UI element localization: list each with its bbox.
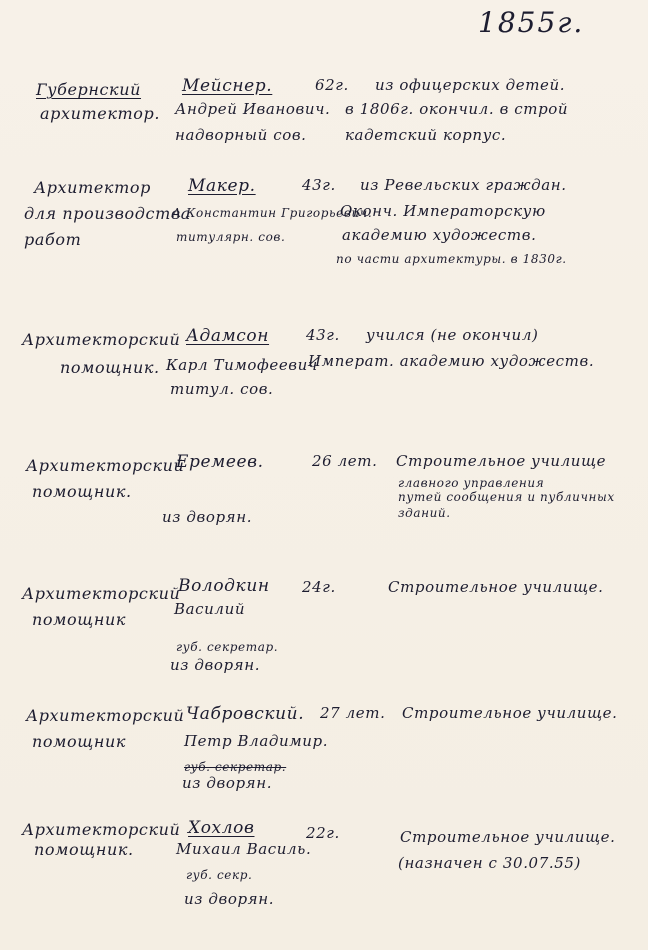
entry-7-age: 22г.: [306, 824, 340, 842]
entry-7-position-line-1: Архитекторский: [22, 820, 181, 839]
entry-4-position-line-1: Архитекторский: [26, 456, 185, 475]
entry-6-note-1: Строительное училище.: [402, 704, 618, 722]
entry-2-position-line-3: работ: [24, 230, 82, 249]
entry-4-surname: Еремеев.: [176, 452, 264, 472]
document-year: 1855г.: [478, 6, 585, 39]
entry-4-note-3: путей сообщения и публичных: [398, 490, 615, 504]
entry-1-given-name: Андрей Иванович.: [175, 100, 331, 118]
entry-5-surname: Володкин: [178, 576, 270, 596]
entry-2-note-2: Оконч. Императорскую: [340, 202, 546, 220]
entry-6-position-line-1: Архитекторский: [26, 706, 185, 725]
entry-5-origin: из дворян.: [170, 656, 261, 674]
entry-3-note-2: Императ. академию художеств.: [308, 352, 595, 370]
entry-1-surname: Мейснер.: [182, 76, 273, 96]
entry-6-origin: из дворян.: [182, 774, 273, 792]
entry-3-position-line-2: помощник.: [60, 358, 160, 377]
entry-2-note-4: по части архитектуры. в 1830г.: [336, 252, 567, 266]
entry-1-position-line-1: Губернский: [36, 80, 142, 99]
entry-3-age: 43г.: [306, 326, 340, 344]
entry-2-surname: Макер.: [188, 176, 256, 196]
entry-4-age: 26 лет.: [312, 452, 378, 470]
entry-7-origin: из дворян.: [184, 890, 275, 908]
entry-5-position-line-2: помощник: [32, 610, 127, 629]
entry-4-note-4: зданий.: [398, 506, 451, 520]
entry-6-surname: Чабровский.: [186, 704, 305, 724]
entry-3-position-line-1: Архитекторский: [22, 330, 181, 349]
entry-2-age: 43г.: [302, 176, 336, 194]
entry-2-position-line-2: для производства: [24, 204, 191, 223]
entry-7-surname: Хохлов: [188, 818, 255, 838]
entry-5-rank: губ. секретар.: [176, 640, 279, 654]
entry-1-position-line-2: архитектор.: [40, 104, 161, 123]
entry-7-given-name: Михаил Василь.: [176, 840, 312, 858]
entry-3-surname: Адамсон: [186, 326, 270, 346]
entry-5-given-name: Василий: [174, 600, 246, 618]
entry-2-rank: титулярн. сов.: [176, 230, 286, 244]
entry-4-note-2: главного управления: [398, 476, 545, 490]
entry-5-position-line-1: Архитекторский: [22, 584, 181, 603]
entry-1-note-2: в 1806г. окончил. в строй: [345, 100, 569, 118]
entry-6-rank-struck: губ. секретар.: [184, 760, 287, 774]
entry-1-age: 62г.: [315, 76, 349, 94]
entry-7-rank: губ. секр.: [186, 868, 253, 882]
entry-3-given-name: Карл Тимофеевич: [166, 356, 318, 374]
entry-1-rank: надворный сов.: [175, 126, 307, 144]
entry-2-note-1: из Ревельских граждан.: [360, 176, 567, 194]
entry-6-position-line-2: помощник: [32, 732, 127, 751]
entry-1-note-3: кадетский корпус.: [345, 126, 507, 144]
entry-6-given-name: Петр Владимир.: [184, 732, 329, 750]
entry-2-given-name: А Константин Григорьевич.: [172, 206, 373, 220]
entry-1-note-1: из офицерских детей.: [375, 76, 566, 94]
entry-5-note-1: Строительное училище.: [388, 578, 604, 596]
entry-3-rank: титул. сов.: [170, 380, 274, 398]
entry-4-position-line-2: помощник.: [32, 482, 132, 501]
entry-7-position-line-2: помощник.: [34, 840, 134, 859]
entry-5-age: 24г.: [302, 578, 336, 596]
entry-2-position-line-1: Архитектор: [34, 178, 151, 197]
entry-7-note-1: Строительное училище.: [400, 828, 616, 846]
entry-4-note-1: Строительное училище: [396, 452, 607, 470]
entry-7-note-2: (назначен с 30.07.55): [398, 854, 581, 872]
entry-2-note-3: академию художеств.: [342, 226, 537, 244]
entry-4-origin: из дворян.: [162, 508, 253, 526]
entry-6-age: 27 лет.: [320, 704, 386, 722]
entry-3-note-1: учился (не окончил): [366, 326, 539, 344]
